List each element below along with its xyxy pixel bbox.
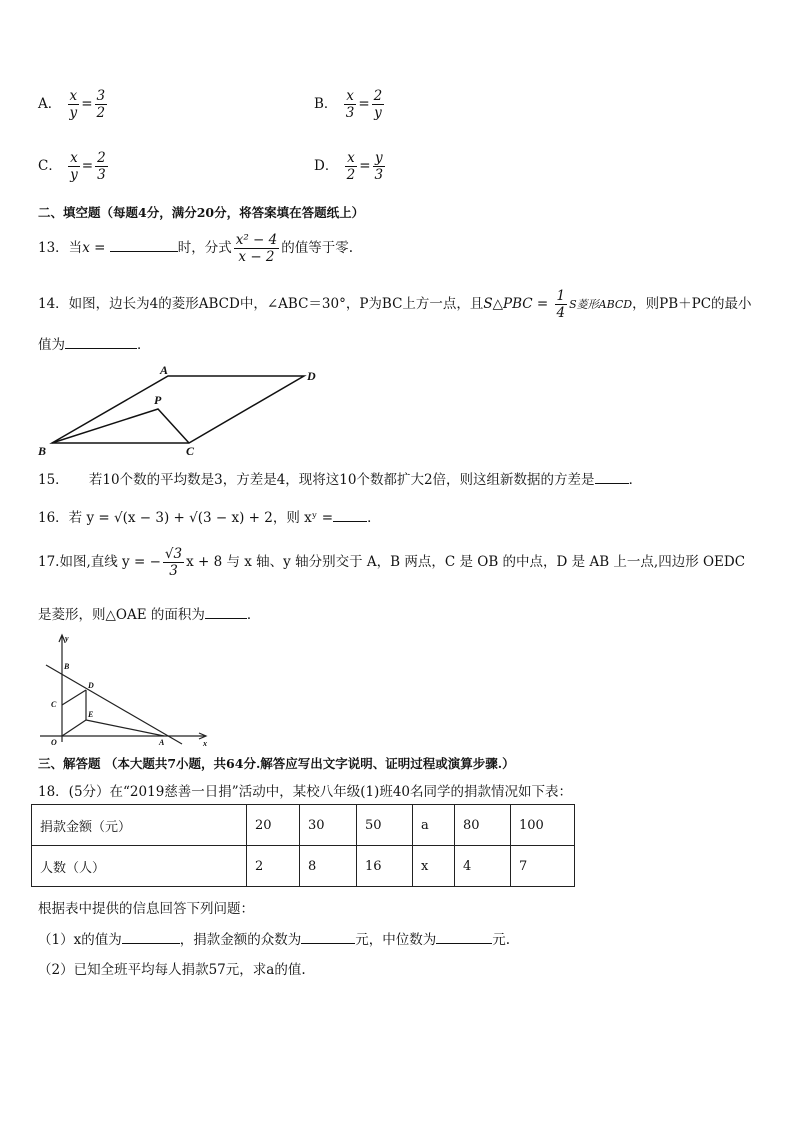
coordinate-figure [36, 630, 216, 752]
question-14-line2: 值为 ． [38, 337, 151, 353]
question-14: 14．如图，边长为4的菱形ABCD中，∠ABC＝30°，P为BC上方一点，且S△PBC = $\frac{1}{4}$ S菱形ABCD，则PB＋PC的最小 [38, 288, 752, 321]
question-18-after-table: 根据表中提供的信息回答下列问题： [38, 901, 254, 917]
rhombus-abcd [52, 376, 304, 443]
table-row [32, 846, 575, 887]
question-17-line2: 是菱形，则△OAE 的面积为 ． [38, 607, 261, 623]
table-cell: 20 [247, 805, 300, 846]
option-d: D． $\frac{x}{2}$ = $\frac{y}{3}$ [314, 150, 384, 183]
option-d-frac-left: $\frac{x}{2}$ [346, 150, 356, 183]
option-a-frac-left: $\frac{x}{y}$ [69, 88, 78, 121]
answer-blank-18-x [122, 931, 180, 944]
option-b: B． $\frac{x}{3}$ = $\frac{2}{y}$ [314, 88, 383, 121]
table-cell: 人数（人） [32, 846, 247, 887]
table-cell: x [413, 846, 455, 887]
triangle-pbc [52, 409, 189, 443]
answer-blank-18-median [436, 931, 492, 944]
answer-blank-16 [333, 509, 367, 522]
option-b-frac-right: $\frac{2}{y}$ [373, 88, 383, 121]
table-cell: 2 [247, 846, 300, 887]
table-cell: 50 [357, 805, 413, 846]
option-a-frac-right: $\frac{3}{2}$ [96, 88, 106, 121]
question-15: 15． 若10个数的平均数是3，方差是4，现将这10个数都扩大2倍，则这组新数据的方差是 ． [38, 472, 643, 488]
answer-blank-17 [205, 606, 247, 619]
segment-eo [62, 720, 86, 736]
option-c-frac-right: $\frac{2}{3}$ [97, 150, 106, 183]
section-2-title: 二、填空题（每题4分，满分20分，将答案填在答题纸上） [38, 205, 365, 220]
answer-blank-18-mode [301, 931, 355, 944]
question-16: 16．若 y = √(x − 3) + √(3 − x) + 2，则 xʸ = ． [38, 510, 381, 526]
label-a: A [159, 738, 165, 747]
donation-table [31, 804, 575, 887]
segment-cd [62, 690, 86, 705]
section-3-title: 三、解答题 （本大题共7小题，共64分.解答应写出文字说明、证明过程或演算步骤.） [38, 756, 515, 771]
question-18-sub2: （2）已知全班平均每人捐款57元，求a的值. [38, 962, 306, 978]
option-a: A． $\frac{x}{y}$ = $\frac{3}{2}$ [38, 88, 106, 121]
q13-fraction: $\frac{\text{x² − 4}}{x - 2}$ [235, 232, 278, 265]
label-b: B [64, 662, 70, 671]
label-e: E [88, 710, 94, 719]
label-x: x [203, 739, 207, 748]
label-o: O [51, 738, 57, 747]
table-cell: 捐款金额（元） [32, 805, 247, 846]
table-cell: 30 [300, 805, 357, 846]
label-c: C [186, 444, 195, 458]
question-17: 17.如图,直线 y = − $\frac{√3}{3}$ x + 8 与 x 轴、y 轴分别交于 A，B 两点，C 是 OB 的中点，D 是 AB 上一点,四边形 OEDC [38, 546, 746, 579]
table-cell: 8 [300, 846, 357, 887]
table-cell: 4 [455, 846, 511, 887]
option-b-frac-left: $\frac{x}{3}$ [345, 88, 355, 121]
q14-fraction: $\frac{1}{4}$ [556, 288, 566, 321]
rhombus-figure [34, 360, 324, 460]
label-y: y [65, 634, 69, 643]
answer-blank-13 [110, 239, 178, 252]
answer-blank-14 [65, 336, 137, 349]
question-13: 13．当x = 时，分式 $\frac{\text{x² − 4}}{x - 2}$ 的值等于零. [38, 232, 354, 265]
question-18-sub1: （1）x的值为 ，捐款金额的众数为 元，中位数为 元. [38, 932, 510, 948]
option-d-frac-right: $\frac{y}{3}$ [374, 150, 384, 183]
label-p: P [154, 393, 162, 407]
table-cell: 16 [357, 846, 413, 887]
label-b: B [38, 444, 47, 458]
label-d: D [307, 369, 316, 383]
option-c-frac-left: $\frac{x}{y}$ [70, 150, 78, 183]
segment-ea [86, 720, 164, 736]
option-c: C． $\frac{x}{y}$ = $\frac{2}{3}$ [38, 150, 106, 183]
label-d: D [88, 681, 94, 690]
question-18-intro: 18．(5分）在“2019慈善一日捐”活动中，某校八年级(1)班40名同学的捐款情况如下表： [38, 784, 572, 800]
table-cell: 80 [455, 805, 511, 846]
q17-fraction: $\frac{√3}{3}$ [164, 546, 183, 579]
line-ab [46, 665, 182, 744]
table-cell: 7 [511, 846, 575, 887]
table-cell: 100 [511, 805, 575, 846]
answer-blank-15 [595, 471, 629, 484]
label-a: A [160, 363, 169, 377]
label-c: C [51, 700, 57, 709]
table-cell: a [413, 805, 455, 846]
table-row [32, 805, 575, 846]
